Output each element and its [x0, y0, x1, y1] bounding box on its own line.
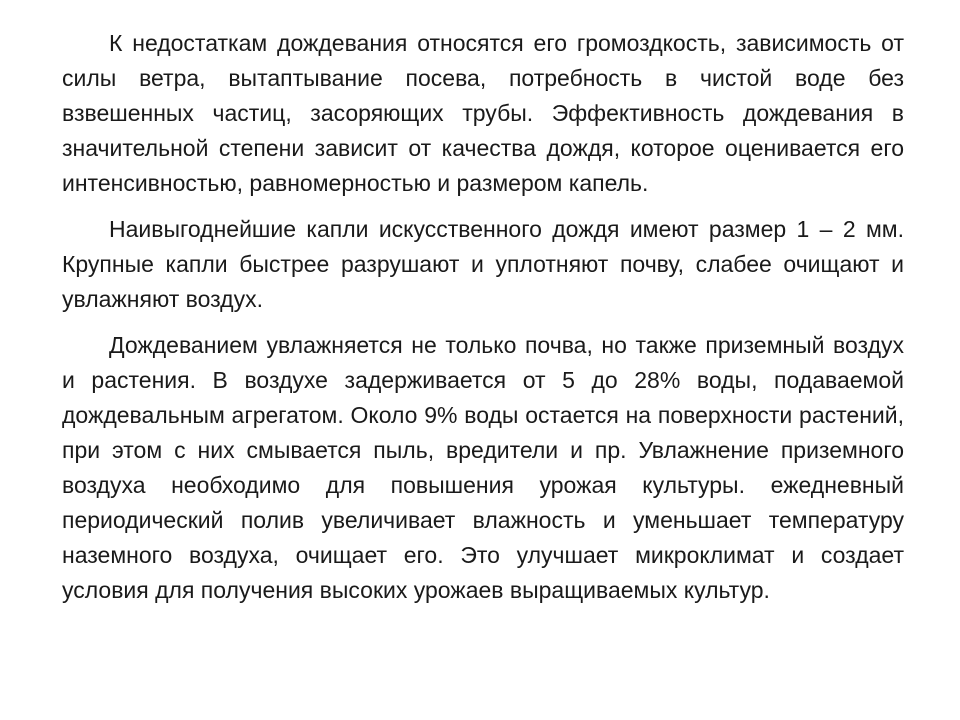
paragraph-drop-size: Наивыгоднейшие капли искусственного дождя имеют размер 1 – 2 мм. Крупные капли быстрее разрушают и уплотняют почву, слабее очищают и увлажняют воздух.	[62, 216, 904, 312]
paragraph-humidification: Дождеванием увлажняется не только почва, но также приземный воздух и растения. В воздухе задерживается от 5 до 28% воды, подаваемой дождевальным агрегатом. Около 9% воды остается на поверхности растений, при этом с них смывается пыль, вредители и пр. Увлажнение приземного воздуха необходимо для повышения урожая культуры. ежедневный периодический полив увеличивает влажность и уменьшает температуру наземного воздуха, очищает его. Это улучшает микроклимат и создает условия для получения высоких урожаев выращиваемых культур.	[62, 332, 904, 603]
slide-body	[62, 26, 904, 608]
paragraph-drawbacks: К недостаткам дождевания относятся его громоздкость, зависимость от силы ветра, вытаптывание посева, потребность в чистой воде без взвешенных частиц, засоряющих трубы. Эффективность дождевания в значительной степени зависит от качества дождя, которое оценивается его интенсивностью, равномерностью и размером капель.	[62, 30, 904, 196]
